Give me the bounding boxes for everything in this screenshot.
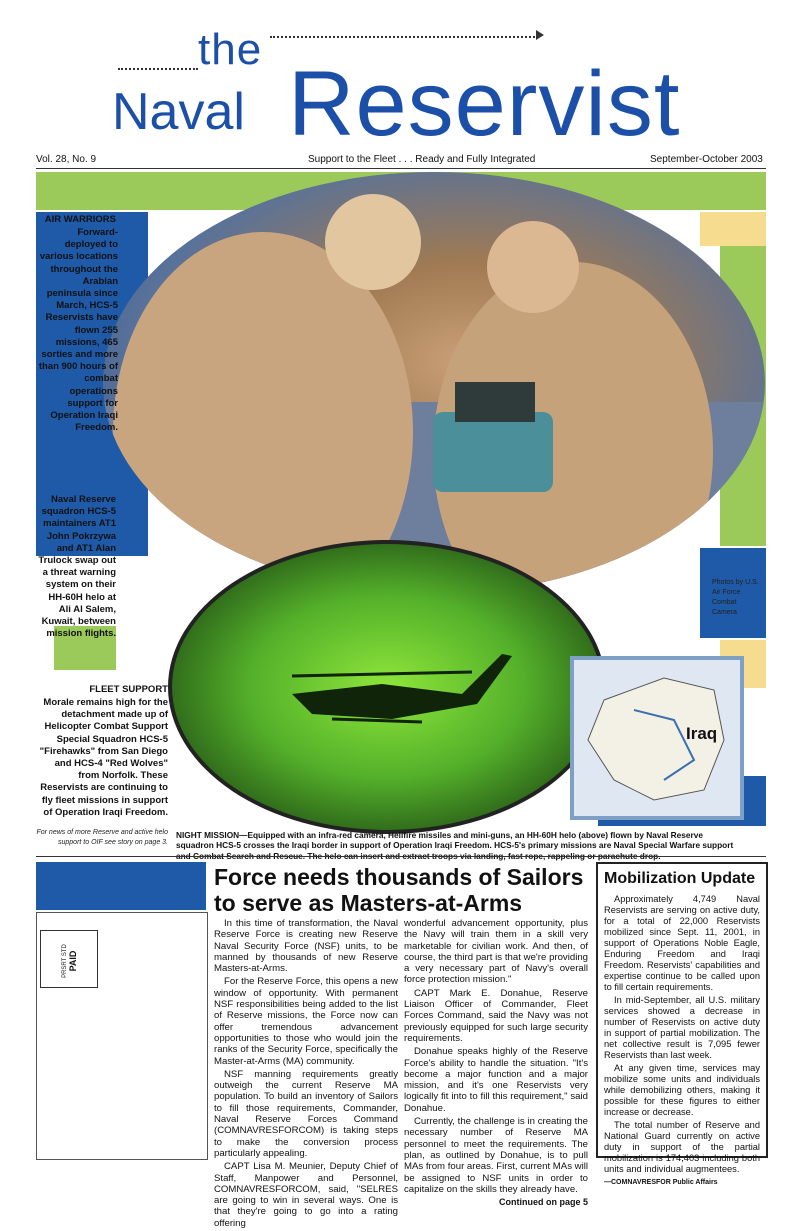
fleet-support-title: FLEET SUPPORT [89,684,168,695]
iraq-map [570,656,744,820]
masthead-dotted-rule-top [270,36,538,38]
mobilization-paragraph: The total number of Reserve and National Guard currently on active duty in support of the partial mobilization is 174,403 including both units and individual augmentees. [604,1120,760,1174]
stamp-line2: PAID [68,950,78,972]
mobilization-paragraph: In mid-September, all U.S. military services showed a decrease in number of Reservists on active duty in support of partial mobilization. The net collective result is 7,095 fewer Reservists than last week. [604,995,760,1060]
masthead-arrow-icon [536,30,544,40]
article-paragraph: In this time of transformation, the Naval Reserve Force is creating new Reserve Naval Security Force (NSF) units, to be manned by thousands of new Reserve Masters-at-Arms. [214,918,398,975]
masthead-rule [36,168,766,169]
fleet-support-caption: Morale remains high for the detachment made up of Helicopter Combat Support Special Squadron HCS-5 "Firehawks" from San Diego and HCS-4 "Red Wolves" from Norfolk. These Reservists are continuing to fly fleet missions in support of Operation Iraqi Freedom. [39,697,168,818]
mobilization-paragraph: At any given time, services may mobilize some units and individuals while demobilizing others, making it possible for these figures to either increase or decrease. [604,1063,760,1117]
mobilization-update-box [596,862,768,1186]
helicopter-silhouette-icon [172,544,602,830]
main-photo-maintainers [103,172,765,594]
article-column-2 [404,918,588,1208]
article-paragraph: Currently, the challenge is in creating the necessary number of Reserve MA personnel to meet the requirements. The plan, as outlined by Donahue, is to pull MAs from four areas. First, current MAs will be assigned to NSF units in order to capitalize on the skills they already have. [404,1116,588,1195]
hcs5-caption: Naval Reserve squadron HCS-5 maintainers AT1 John Pokrzywa and AT1 Alan Trulock swap out a threat warning system on their HH-60H helo at Ali Al Salem, Kuwait, between mission flights. [38,494,116,640]
masthead-reservist: Reservist [288,53,681,155]
main-photo-illustration [103,172,765,594]
night-mission-photo [168,540,606,834]
mobilization-body [598,894,766,1188]
air-warriors-caption: Forward-deployed to various locations throughout the Arabian peninsula since March, HCS-5 Reservists have flown 255 missions, 465 sorties and more than 900 hours of combat operations support for Operation Iraqi Freedom. [38,227,118,434]
yellow-block-right-top [700,212,766,246]
masthead-naval: Naval [112,83,245,141]
stamp-line1: PRSRT STD [62,944,68,978]
map-label: Iraq [686,724,718,743]
article-paragraph: Donahue speaks highly of the Reserve Force's ability to handle the situation. "It's become a major function and a major mission, and it's one Reservists very logically fit into to fill this requirement," said Donahue. [404,1046,588,1114]
article-headline: Force needs thousands of Sailors to serve as Masters-at-Arms [214,864,584,916]
masthead-the: the [198,25,263,74]
section-rule [36,856,766,857]
night-mission-caption: NIGHT MISSION—Equipped with an infra-red camera, Hellfire missiles and mini-guns, an HH-60H helo (above) flown by Naval Reserve squadron HCS-5 crosses the Iraqi border in support of Operation Iraqi Freedom. HCS-5's primary missions are Naval Special Warfare support and Combat Search and Rescue. The helo can insert and extract troops via landing, fast rope, rappeling or parachute drop. [176,830,734,861]
postage-stamp [40,930,98,988]
article-paragraph: wonderful advancement opportunity, plus the Navy will train them in a skill very marketable for civilian work. And then, of course, the third part is that we're providing a very necessary part of Navy's overall force protection mission." [404,918,588,986]
continued-link[interactable]: Continued on page 5 [499,1197,588,1208]
masthead-dotted-rule-left [118,68,198,70]
article-paragraph: For the Reserve Force, this opens a new window of opportunity. With permanent NSF responsibilities being added to the list of Reserve missions, the Force now can offer tremendous advancement opportunities to those who would join the ranks of the Security Force, specifically the Master-at-Arms (MA) community. [214,976,398,1067]
news-note: For news of more Reserve and active helo support to OIF see story on page 3. [36,829,168,846]
mobilization-title: Mobilization Update [604,870,756,887]
issue-date: September-October 2003 [650,154,763,165]
photo-credit: Photos by U.S. Air Force Combat Camera [712,579,759,616]
article-paragraph: CAPT Mark E. Donahue, Reserve Liaison Officer of Commander, Fleet Forces Command, said the Navy was not previously equipped for such large security requirements. [404,987,588,1044]
article-paragraph: CAPT Lisa M. Meunier, Deputy Chief of Staff, Manpower and Personnel, COMNAVRESFORCOM, said, "SELRES are going to win in several ways. One is that they're going to go into a rating offering [214,1161,398,1229]
article-column-1 [214,918,398,1231]
motto: Support to the Fleet . . . Ready and Fully Integrated [308,154,536,165]
blue-block-mailing [36,862,206,910]
volume-info: Vol. 28, No. 9 [36,154,97,165]
air-warriors-title: AIR WARRIORS [44,214,116,225]
mobilization-source: —COMNAVRESFOR Public Affairs [604,1179,718,1186]
article-paragraph: NSF manning requirements greatly outweigh the current Reserve MA population. To build an inventory of Sailors to fill those requirements, Commander, Naval Reserve Forces Command (COMNAVRESFORCOM) is taking steps to make the conversion process particularly appealing. [214,1068,398,1159]
mobilization-paragraph: Approximately 4,749 Naval Reservists are serving on active duty, for a total of 22,000 Reservists mobilized since Sept. 11, 2001, in support of Operations Noble Eagle, Enduring Freedom and Iraqi Freedom. Reservists' capabilities and expertise continue to be called upon to fill certain requirements. [604,894,760,992]
